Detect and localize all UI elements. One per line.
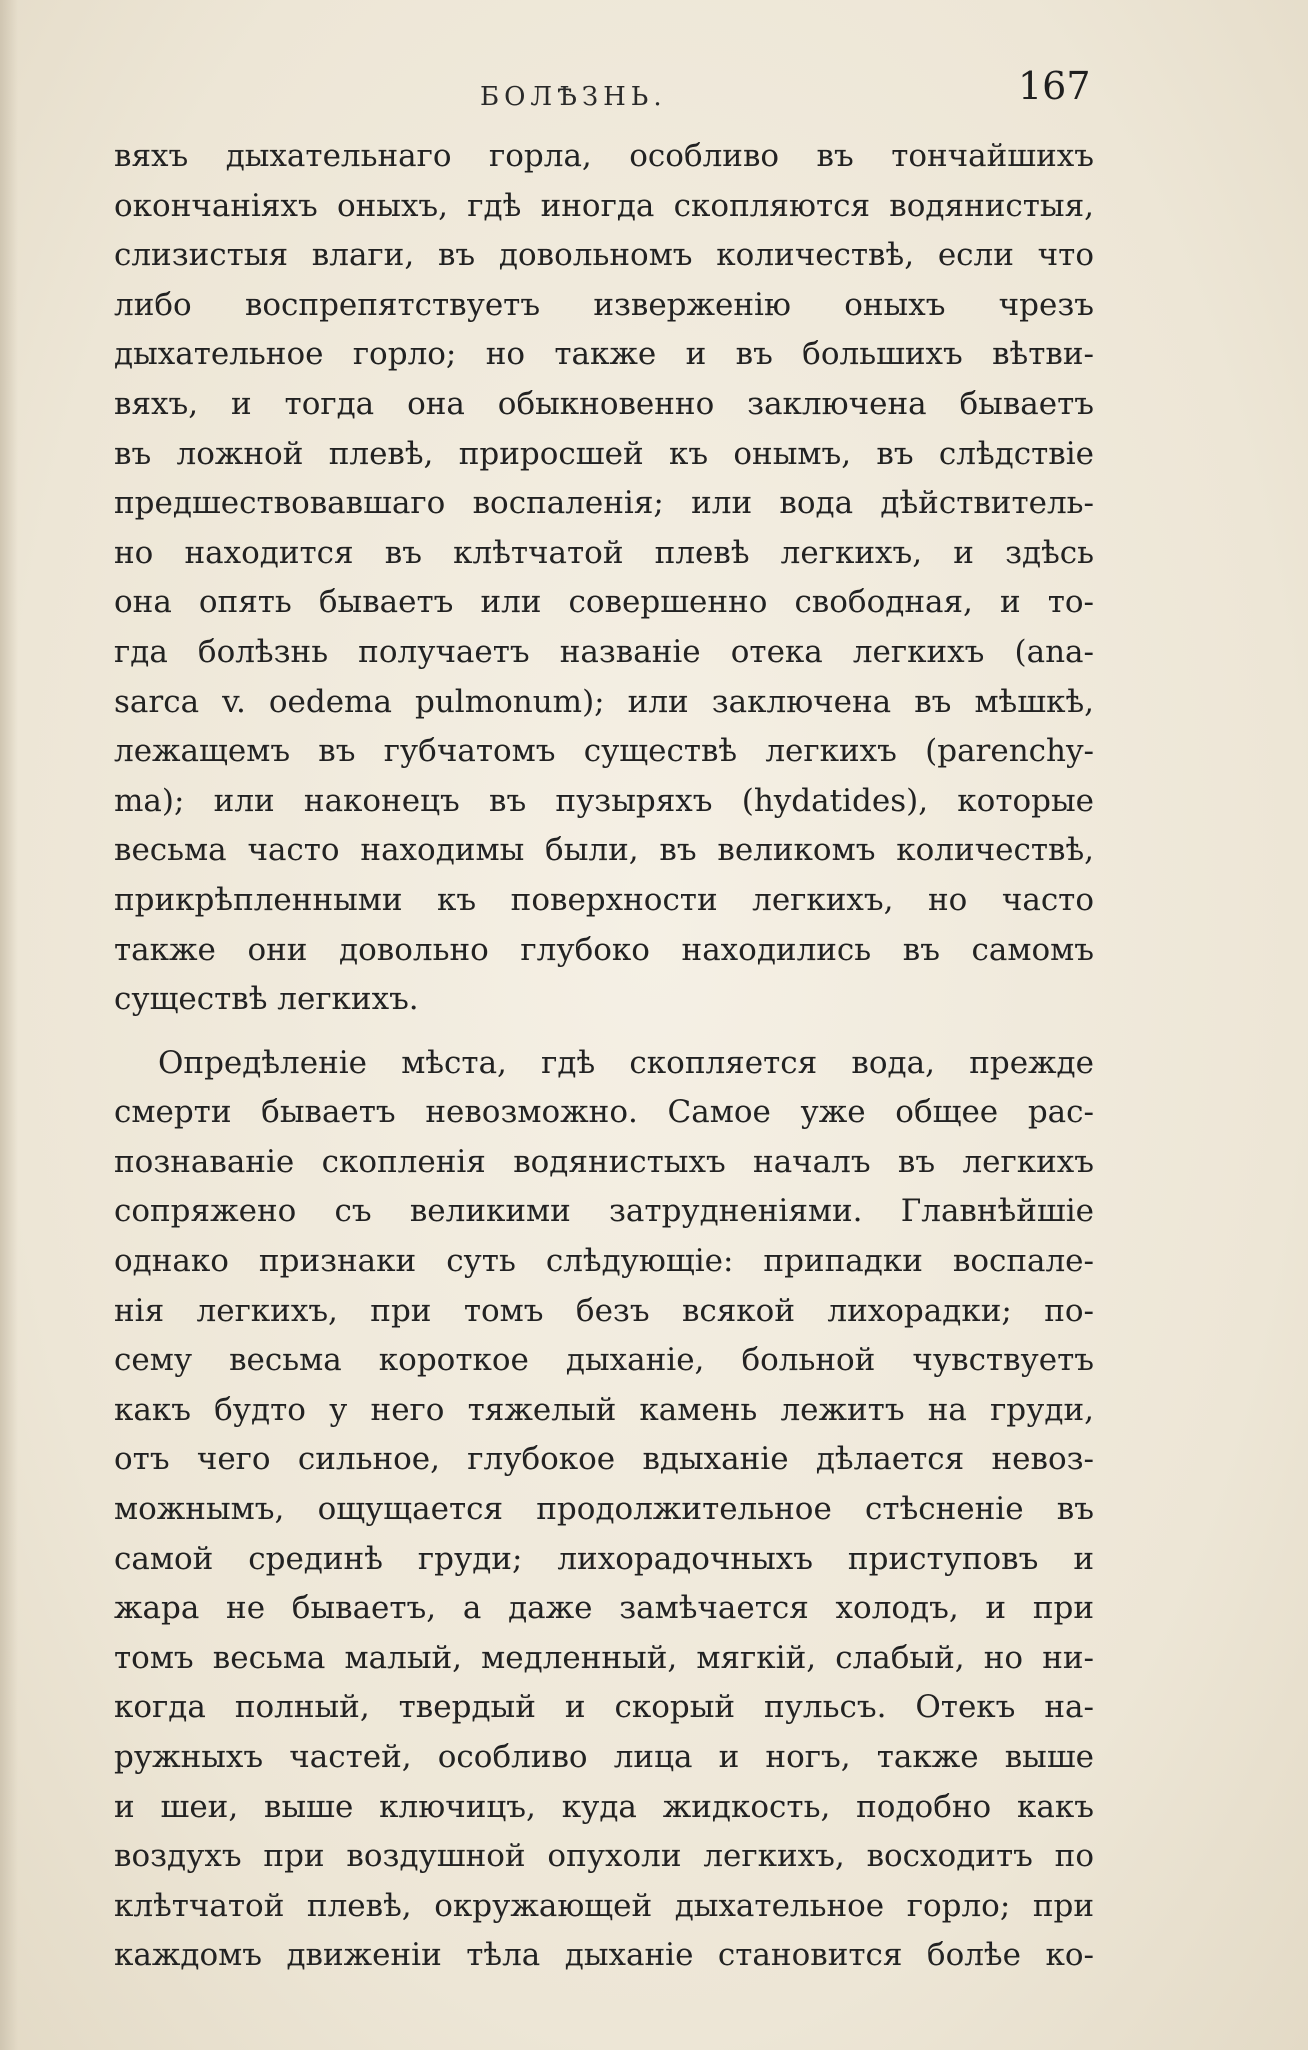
page-header [0,62,1308,122]
text-line: также они довольно глубоко находились въ самомъ [114,931,1094,968]
body-text [114,132,1094,1981]
text-line: можнымъ, ощущается продолжительное стѣсненіе въ [114,1491,1094,1528]
text-line: какъ будто у него тяжелый камень лежитъ на груди, [114,1391,1094,1428]
page-number: 167 [1018,64,1091,108]
text-line: и шеи, выше ключицъ, куда жидкость, подобно какъ [114,1788,1094,1825]
text-line: жара не бываетъ, а даже замѣчается холодъ, и при [114,1590,1094,1627]
text-line: клѣтчатой плевѣ, окружающей дыхательное горло; при [114,1887,1094,1924]
text-line: ружныхъ частей, особливо лица и ногъ, также выше [114,1739,1094,1775]
text-line: въ ложной плевѣ, приросшей къ онымъ, въ слѣдствіе [114,435,1094,472]
text-line: sarca v. oedema pulmonum); или заключена въ мѣшкѣ, [114,683,1094,720]
text-line: предшествовавшаго воспаленія; или вода дѣйствитель- [114,485,1094,522]
text-line: смерти бываетъ невозможно. Самое уже общее рас- [114,1094,1094,1131]
text-line: отъ чего сильное, глубокое вдыханіе дѣлается невоз- [114,1441,1094,1478]
text-line: самой срединѣ груди; лихорадочныхъ приступовъ и [114,1540,1094,1577]
text-line: вяхъ, и тогда она обыкновенно заключена бываетъ [114,385,1094,422]
text-line: воздухъ при воздушной опухоли легкихъ, восходитъ по [114,1838,1094,1875]
text-line: ma); или наконецъ въ пузыряхъ (hydatides), которые [114,782,1094,819]
text-line: но находится въ клѣтчатой плевѣ легкихъ, и здѣсь [114,534,1094,571]
text-line: весьма часто находимы были, въ великомъ количествѣ, [114,832,1094,869]
text-line: вяхъ дыхательнаго горла, особливо въ тончайшихъ [114,138,1094,174]
running-head: БОЛѢЗНЬ. [480,82,667,112]
text-line: либо воспрепятствуетъ изверженію оныхъ чрезъ [114,286,1094,323]
paragraph-1 [114,132,1094,1025]
paragraph-gap [114,1025,1094,1039]
text-line: нія легкихъ, при томъ безъ всякой лихорадки; по- [114,1292,1094,1329]
text-line: прикрѣпленными къ поверхности легкихъ, но часто [114,881,1094,918]
text-line: сему весьма короткое дыханіе, больной чувствуетъ [114,1342,1094,1379]
text-line: познаваніе скопленія водянистыхъ началъ въ легкихъ [114,1143,1094,1180]
text-line: окончаніяхъ оныхъ, гдѣ иногда скопляются водянистыя, [114,187,1094,224]
text-line: лежащемъ въ губчатомъ существѣ легкихъ (parenchy- [114,733,1094,770]
text-line: дыхательное горло; но также и въ большихъ вѣтви- [114,336,1094,373]
text-line: она опять бываетъ или совершенно свободная, и то- [114,584,1094,621]
text-line: существѣ легкихъ. [114,981,419,1018]
page-binding-shadow [0,0,18,2050]
text-line: Опредѣленіе мѣста, гдѣ скопляется вода, прежде [158,1044,1094,1081]
text-line: сопряжено съ великими затрудненіями. Главнѣйшіе [114,1193,1094,1230]
text-line: слизистыя влаги, въ довольномъ количествѣ, если что [114,237,1094,274]
text-line: гда болѣзнь получаетъ названіе отека легкихъ (ana- [114,633,1094,670]
text-line: однако признаки суть слѣдующіе: припадки воспале- [114,1243,1094,1280]
text-line: томъ весьма малый, медленный, мягкій, слабый, но ни- [114,1639,1094,1676]
paragraph-2 [114,1039,1094,1981]
text-line: когда полный, твердый и скорый пульсъ. Отекъ на- [114,1689,1094,1726]
text-line: каждомъ движеніи тѣла дыханіе становится болѣе ко- [114,1937,1094,1974]
